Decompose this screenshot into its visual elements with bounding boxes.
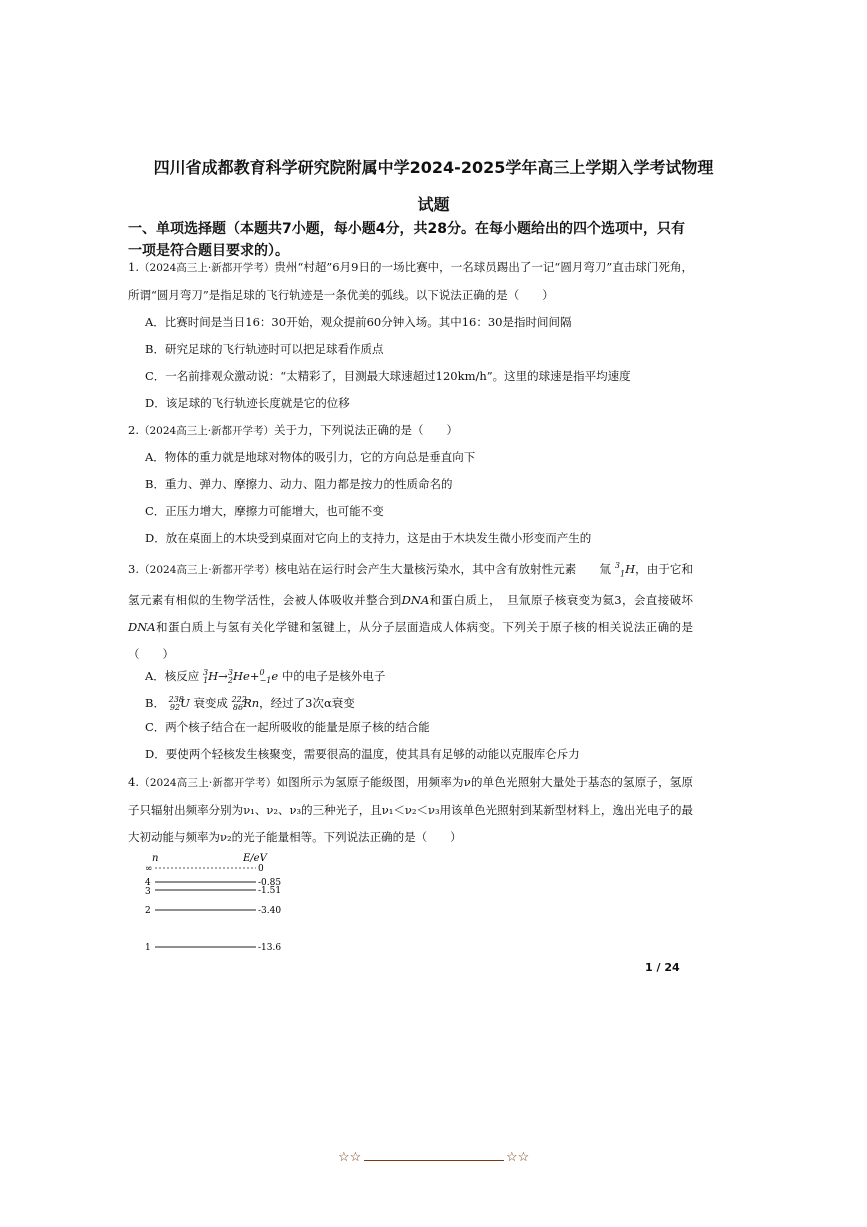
uranium-symbol: $^{238}_{92}$U	[168, 695, 190, 713]
question-1-option-b: B．研究足球的飞行轨迹时可以把足球看作质点	[145, 342, 384, 356]
question-2-stem	[128, 417, 693, 445]
section-heading-line-2: 一项是符合题目要求的）。	[128, 243, 289, 259]
level-e-3: -1.51	[258, 886, 282, 896]
level-e-1: -13.6	[258, 943, 282, 953]
question-text: 关于力，下列说法正确的是（ ）	[274, 423, 459, 437]
footer-rule	[364, 1160, 504, 1161]
level-n-1: 1	[145, 943, 151, 953]
question-2-option-a: A．物体的重力就是地球对物体的吸引力，它的方向总是垂直向下	[145, 450, 476, 464]
question-2-option-d: D．放在桌面上的木块受到桌面对它向上的支持力，这是由于木块发生微小形变而产生的	[145, 531, 592, 545]
footer-stars-right: ☆☆	[506, 1150, 530, 1165]
question-number: 2.	[128, 423, 139, 437]
question-source: （2024高三上·新都开学考）	[138, 777, 277, 789]
section-heading-line-1: 一、单项选择题（本题共7小题，每小题4分，共28分。在每小题给出的四个选项中，只有	[128, 221, 685, 237]
question-text: 贵州“村超”6月9日的一场比赛中，一名球员踢出了一记“圆月弯刀”直击球门死角，所谓“圆月弯刀”是指足球的飞行轨迹是一条优美的弧线。以下说法正确的是（ ）	[128, 260, 693, 302]
question-3-stem: 3.（2024高三上·新都开学考）核电站在运行时会产生大量核污染水，其中含有放射性元素 氚 $^3_1$H，由于它和氢元素有相似的生物学活性，会被人体吸收并整合到DNA和蛋白质上， 旦氚原子核衰变为氦3，会直接破坏DNA和蛋白质上与氢有关化学键和氢键上，从分子层面造成人体病变。下列关于原子核的相关说法正确的是（ ）	[128, 561, 694, 662]
level-n-2: 2	[145, 906, 151, 916]
question-text: 如图所示为氢原子能级图，用频率为ν的单色光照射大量处于基态的氢原子，氢原子只辐射出频率分别为ν₁、ν₂、ν₃的三种光子，且ν₁＜ν₂＜ν₃用该单色光照射到某新型材料上，逸出光电子的最大初动能与频率为ν₂的光子能量相等。下列说法正确的是（ ）	[128, 775, 693, 844]
question-4-stem	[128, 769, 693, 851]
question-number: 4.	[128, 775, 139, 789]
question-1-option-c: C．一名前排观众激动说：“太精彩了，目测最大球速超过120km/h”。这里的球速是指平均速度	[145, 369, 631, 383]
question-1-option-d: D．该足球的飞行轨迹长度就是它的位移	[145, 396, 350, 410]
page-number: 1 / 24	[645, 961, 680, 974]
energy-axis-label: E/eV	[243, 853, 267, 864]
question-text-part-3: 和蛋白质上， 旦氚原子核衰变为氦3，会直接破坏	[429, 593, 693, 608]
question-text-part-4: 和蛋白质上与氢有关化学键和氢键上，从分子层面造成人体病变。下列关于原子核的相关说法正确的是（ ）	[128, 620, 693, 662]
nuclear-reaction-equation: $^3_1$H→$^3_2$He+$^0_{-1}$e	[202, 668, 279, 686]
question-1-option-a: A．比赛时间是当日16：30开始，观众提前60分钟入场。其中16：30是指时间间隔	[145, 315, 572, 329]
question-3-option-b: B． $^{238}_{92}$U 衰变成 $^{222}_{86}$Rn，经过了3次α衰变	[145, 695, 355, 713]
radon-symbol: $^{222}_{86}$Rn	[231, 695, 260, 713]
footer-stars-left: ☆☆	[338, 1150, 362, 1165]
question-source: （2024高三上·新都开学考）	[138, 425, 275, 437]
question-source: （2024高三上·新都开学考）	[138, 563, 276, 576]
question-3-option-a: A．核反应 $^3_1$H→$^3_2$He+$^0_{-1}$e 中的电子是核外电子	[145, 668, 386, 686]
level-n-3: 3	[145, 887, 151, 897]
n-axis-label: n	[152, 853, 159, 864]
hydrogen-energy-level-diagram	[140, 848, 310, 960]
question-number: 1.	[128, 260, 139, 274]
question-3-option-d: D．要使两个轻核发生核聚变，需要很高的温度，使其具有足够的动能以克服库仑斥力	[145, 747, 580, 761]
question-number: 3.	[128, 561, 139, 576]
question-text-part-2: 由于它和氢元素有相似的生物学活性，会被人体吸收并整合到	[128, 561, 694, 608]
question-1-stem	[128, 254, 693, 309]
level-e-infinity: 0	[258, 864, 264, 874]
document-title-line-1: 四川省成都教育科学研究院附属中学2024-2025学年高三上学期入学考试物理	[153, 158, 714, 177]
level-e-4: -0.85	[258, 878, 282, 888]
tritium-symbol: $^3_1$H	[614, 561, 636, 579]
dna-term: DNA	[128, 620, 156, 635]
level-n-4: 4	[145, 878, 151, 888]
document-title-line-2: 试题	[417, 195, 450, 214]
question-text-part-1: 核电站在运行时会产生大量核污染水，其中含有放射性元素 氚	[275, 561, 612, 576]
level-e-2: -3.40	[258, 906, 282, 916]
question-2-option-c: C．正压力增大，摩擦力可能增大，也可能不变	[145, 504, 384, 518]
dna-term: DNA	[401, 593, 430, 608]
question-3-option-c: C．两个核子结合在一起所吸收的能量是原子核的结合能	[145, 720, 430, 734]
footer-ornament	[338, 1150, 530, 1170]
question-2-option-b: B．重力、弹力、摩擦力、动力、阻力都是按力的性质命名的	[145, 477, 453, 491]
question-source: （2024高三上·新都开学考）	[138, 262, 275, 274]
level-n-infinity: ∞	[145, 864, 153, 874]
